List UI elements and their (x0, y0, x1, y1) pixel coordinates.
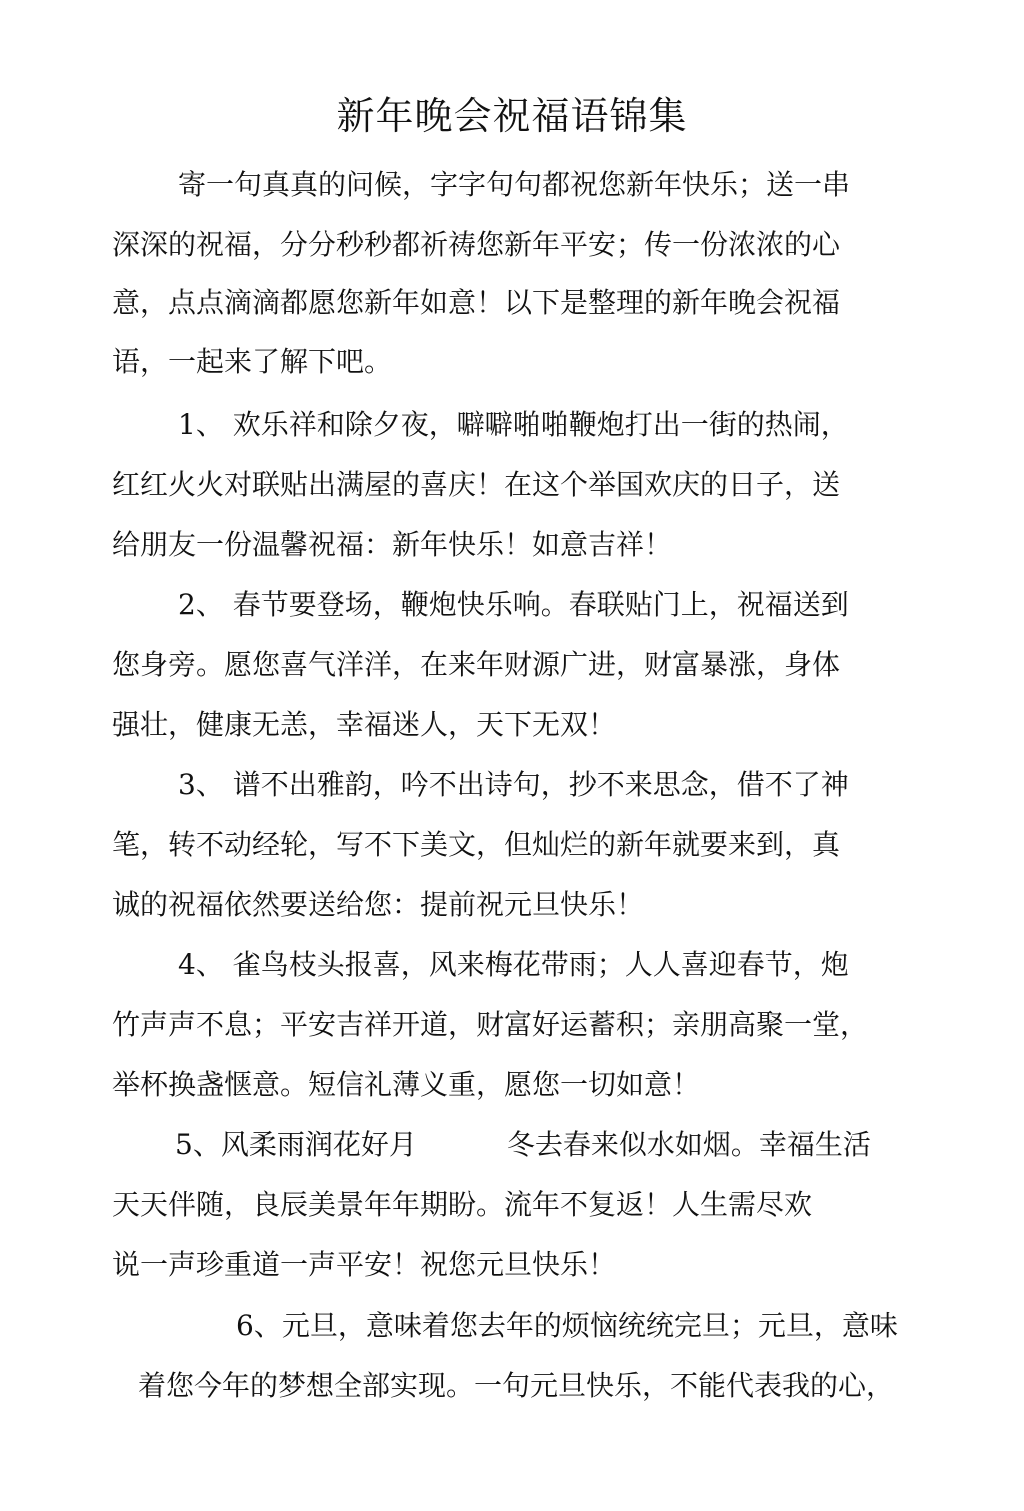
item-4-line-3: 举杯换盏惬意。短信礼薄义重，愿您一切如意！ (112, 1068, 701, 1101)
intro-line-4: 语，一起来了解下吧。 (112, 345, 393, 378)
item-6-line-2: 着您今年的梦想全部实现。一句元旦快乐，不能代表我的心， (138, 1369, 895, 1402)
item-5-line-2: 天天伴随，良辰美景年年期盼。流年不复返！人生需尽欢 (112, 1188, 813, 1221)
item-2-line-3: 强壮，健康无恙，幸福迷人，天下无双！ (112, 708, 617, 741)
item-5-line-1 (175, 1125, 871, 1165)
item-2-line-1: 2、 春节要登场，鞭炮快乐响。春联贴门上，祝福送到 (178, 588, 849, 621)
item-3-line-1: 3、 谱不出雅韵，吟不出诗句，抄不来思念，借不了神 (178, 768, 849, 801)
item-5-line-1-part-b: 冬去春来似水如烟。幸福生活 (506, 1128, 871, 1161)
item-3-line-3: 诚的祝福依然要送给您：提前祝元旦快乐！ (112, 888, 645, 921)
item-4-line-1: 4、 雀鸟枝头报喜，风来梅花带雨；人人喜迎春节，炮 (178, 948, 849, 981)
item-2-line-2: 您身旁。愿您喜气洋洋，在来年财源广进，财富暴涨，身体 (112, 648, 841, 681)
intro-line-3: 意，点点滴滴都愿您新年如意！以下是整理的新年晚会祝福 (112, 286, 841, 319)
item-1-line-2: 红红火火对联贴出满屋的喜庆！在这个举国欢庆的日子，送 (112, 468, 841, 501)
item-5-line-3: 说一声珍重道一声平安！祝您元旦快乐！ (112, 1248, 617, 1281)
item-1-line-1: 1、 欢乐祥和除夕夜，噼噼啪啪鞭炮打出一街的热闹， (178, 408, 849, 441)
item-4-line-2: 竹声声不息；平安吉祥开道，财富好运蓄积；亲朋高聚一堂， (112, 1008, 869, 1041)
item-5-line-1-part-a: 5、风柔雨润花好月 (175, 1128, 417, 1161)
intro-line-2: 深深的祝福，分分秒秒都祈祷您新年平安；传一份浓浓的心 (112, 228, 841, 261)
item-1-line-3: 给朋友一份温馨祝福：新年快乐！如意吉祥！ (112, 528, 673, 561)
item-6-line-1: 6、元旦，意味着您去年的烦恼统统完旦；元旦，意味 (236, 1309, 898, 1342)
intro-line-1: 寄一句真真的问候，字字句句都祝您新年快乐；送一串 (178, 168, 851, 201)
item-3-line-2: 笔，转不动经轮，写不下美文，但灿烂的新年就要来到，真 (112, 828, 841, 861)
document-title: 新年晚会祝福语锦集 (336, 94, 688, 138)
